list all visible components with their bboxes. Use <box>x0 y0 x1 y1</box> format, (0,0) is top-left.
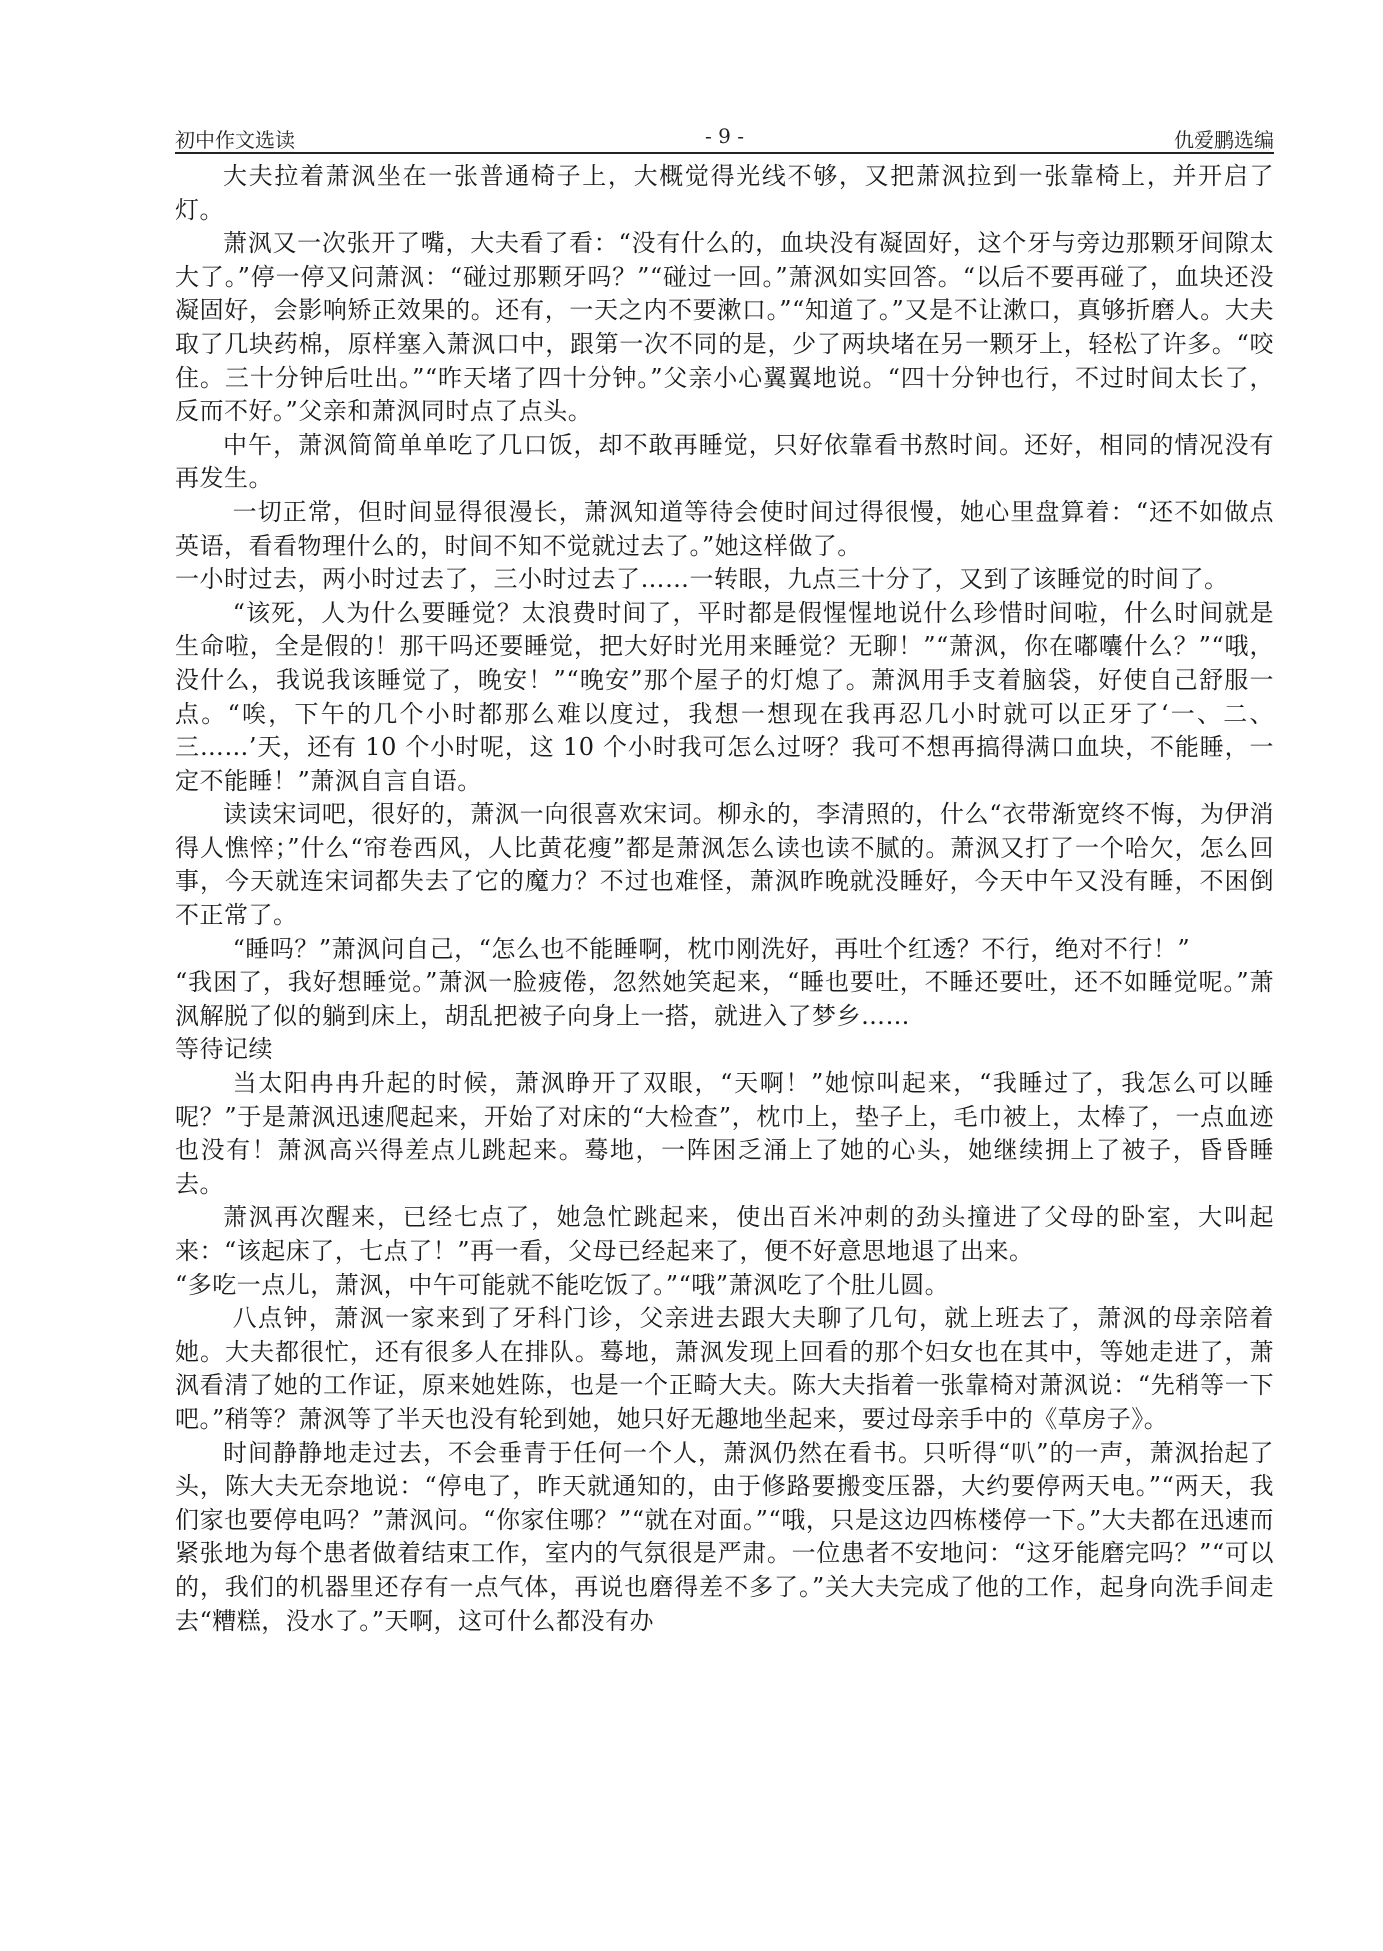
header-editor: 仇爱鹏选编 <box>1174 128 1274 152</box>
paragraph: “睡吗？”萧沨问自己，“怎么也不能睡啊，枕巾刚洗好，再吐个红透？不行，绝对不行！” <box>232 934 1191 963</box>
paragraph: “该死，人为什么要睡觉？太浪费时间了，平时都是假惺惺地说什么珍惜时间啦，什么时间就是生命啦，全是假的！那干吗还要睡觉，把大好时光用来睡觉？无聊！”“萧沨，你在嘟囔什么？”“哦，没什么，我说我该睡觉了，晚安！”“晚安”那个屋子的灯熄了。萧沨用手支着脑袋，好使自己舒服一点。“唉，下午的几个小时都那么难以度过，我想一想现在我再忍几小时就可以正牙了‘一、二、三……’天，还有 10 个小时呢，这 10 个小时我可怎么过呀？我可不想再搞得满口血块，不能睡，一定不能睡！”萧沨自言自语。 <box>175 598 1274 795</box>
paragraph: 一切正常，但时间显得很漫长，萧沨知道等待会使时间过得很慢，她心里盘算着：“还不如做点英语，看看物理什么的，时间不知不觉就过去了。”她这样做了。 <box>175 497 1274 560</box>
paragraph: 萧沨又一次张开了嘴，大夫看了看：“没有什么的，血块没有凝固好，这个牙与旁边那颗牙间隙太大了。”停一停又问萧沨：“碰过那颗牙吗？”“碰过一回。”萧沨如实回答。“以后不要再碰了，血块还没凝固好，会影响矫正效果的。还有，一天之内不要漱口。”“知道了。”又是不让漱口，真够折磨人。大夫取了几块药棉，原样塞入萧沨口中，跟第一次不同的是，少了两块堵在另一颗牙上，轻松了许多。“咬住。三十分钟后吐出。”“昨天堵了四十分钟。”父亲小心翼翼地说。“四十分钟也行，不过时间太长了，反而不好。”父亲和萧沨同时点了点头。 <box>175 229 1274 426</box>
page-header <box>175 124 1274 154</box>
paragraph: 当太阳冉冉升起的时候，萧沨睁开了双眼，“天啊！”她惊叫起来，“我睡过了，我怎么可以睡呢？”于是萧沨迅速爬起来，开始了对床的“大检查”，枕巾上，垫子上，毛巾被上，太棒了，一点血迹也没有！萧沨高兴得差点儿跳起来。蓦地，一阵困乏涌上了她的心头，她继续拥上了被子，昏昏睡去。 <box>175 1069 1274 1198</box>
paragraph: “我困了，我好想睡觉。”萧沨一脸疲倦，忽然她笑起来，“睡也要吐，不睡还要吐，还不如睡觉呢。”萧沨解脱了似的躺到床上，胡乱把被子向身上一搭，就进入了梦乡…… <box>175 968 1274 1030</box>
paragraph: 时间静静地走过去，不会垂青于任何一个人，萧沨仍然在看书。只听得“叭”的一声，萧沨抬起了头，陈大夫无奈地说：“停电了，昨天就通知的，由于修路要搬变压器，大约要停两天电。”“两天，我们家也要停电吗？”萧沨问。“你家住哪？”“就在对面。”“哦，只是这边四栋楼停一下。”大夫都在迅速而紧张地为每个患者做着结束工作，室内的气氛很是严肃。一位患者不安地问：“这牙能磨完吗？”“可以的，我们的机器里还存有一点气体，再说也磨得差不多了。”关大夫完成了他的工作，起身向洗手间走去“糟糕，没水了。”天啊，这可什么都没有办 <box>175 1438 1274 1635</box>
page-number: - 9 - <box>705 124 744 148</box>
paragraph: 读读宋词吧，很好的，萧沨一向很喜欢宋词。柳永的，李清照的，什么“衣带渐宽终不悔，为伊消得人憔悴；”什么“帘卷西风，人比黄花瘦”都是萧沨怎么读也读不腻的。萧沨又打了一个哈欠，怎么回事，今天就连宋词都失去了它的魔力？不过也难怪，萧沨昨晚就没睡好，今天中午又没有睡，不困倒不正常了。 <box>175 800 1274 930</box>
paragraph: 一小时过去，两小时过去了，三小时过去了……一转眼，九点三十分了，又到了该睡觉的时间了。 <box>175 565 1229 594</box>
section-heading: 等待记续 <box>175 1035 273 1064</box>
paragraph: 中午，萧沨简简单单吃了几口饭，却不敢再睡觉，只好依靠看书熬时间。还好，相同的情况没有再发生。 <box>175 430 1274 493</box>
paragraph: 八点钟，萧沨一家来到了牙科门诊，父亲进去跟大夫聊了几句，就上班去了，萧沨的母亲陪着她。大夫都很忙，还有很多人在排队。蓦地，萧沨发现上回看的那个妇女也在其中，等她走进了，萧沨看清了她的工作证，原来她姓陈，也是一个正畸大夫。陈大夫指着一张靠椅对萧沨说：“先稍等一下吧。”稍等？萧沨等了半天也没有轮到她，她只好无趣地坐起来，要过母亲手中的《草房子》。 <box>175 1304 1274 1433</box>
paragraph: 大夫拉着萧沨坐在一张普通椅子上，大概觉得光线不够，又把萧沨拉到一张靠椅上，并开启了灯。 <box>175 162 1274 224</box>
paragraph: “多吃一点儿，萧沨，中午可能就不能吃饭了。”“哦”萧沨吃了个肚儿圆。 <box>175 1270 950 1299</box>
header-book-title: 初中作文选读 <box>175 128 295 152</box>
article-body <box>175 160 1274 1638</box>
paragraph: 萧沨再次醒来，已经七点了，她急忙跳起来，使出百米冲刺的劲头撞进了父母的卧室，大叫起来：“该起床了，七点了！”再一看，父母已经起来了，便不好意思地退了出来。 <box>175 1203 1274 1265</box>
